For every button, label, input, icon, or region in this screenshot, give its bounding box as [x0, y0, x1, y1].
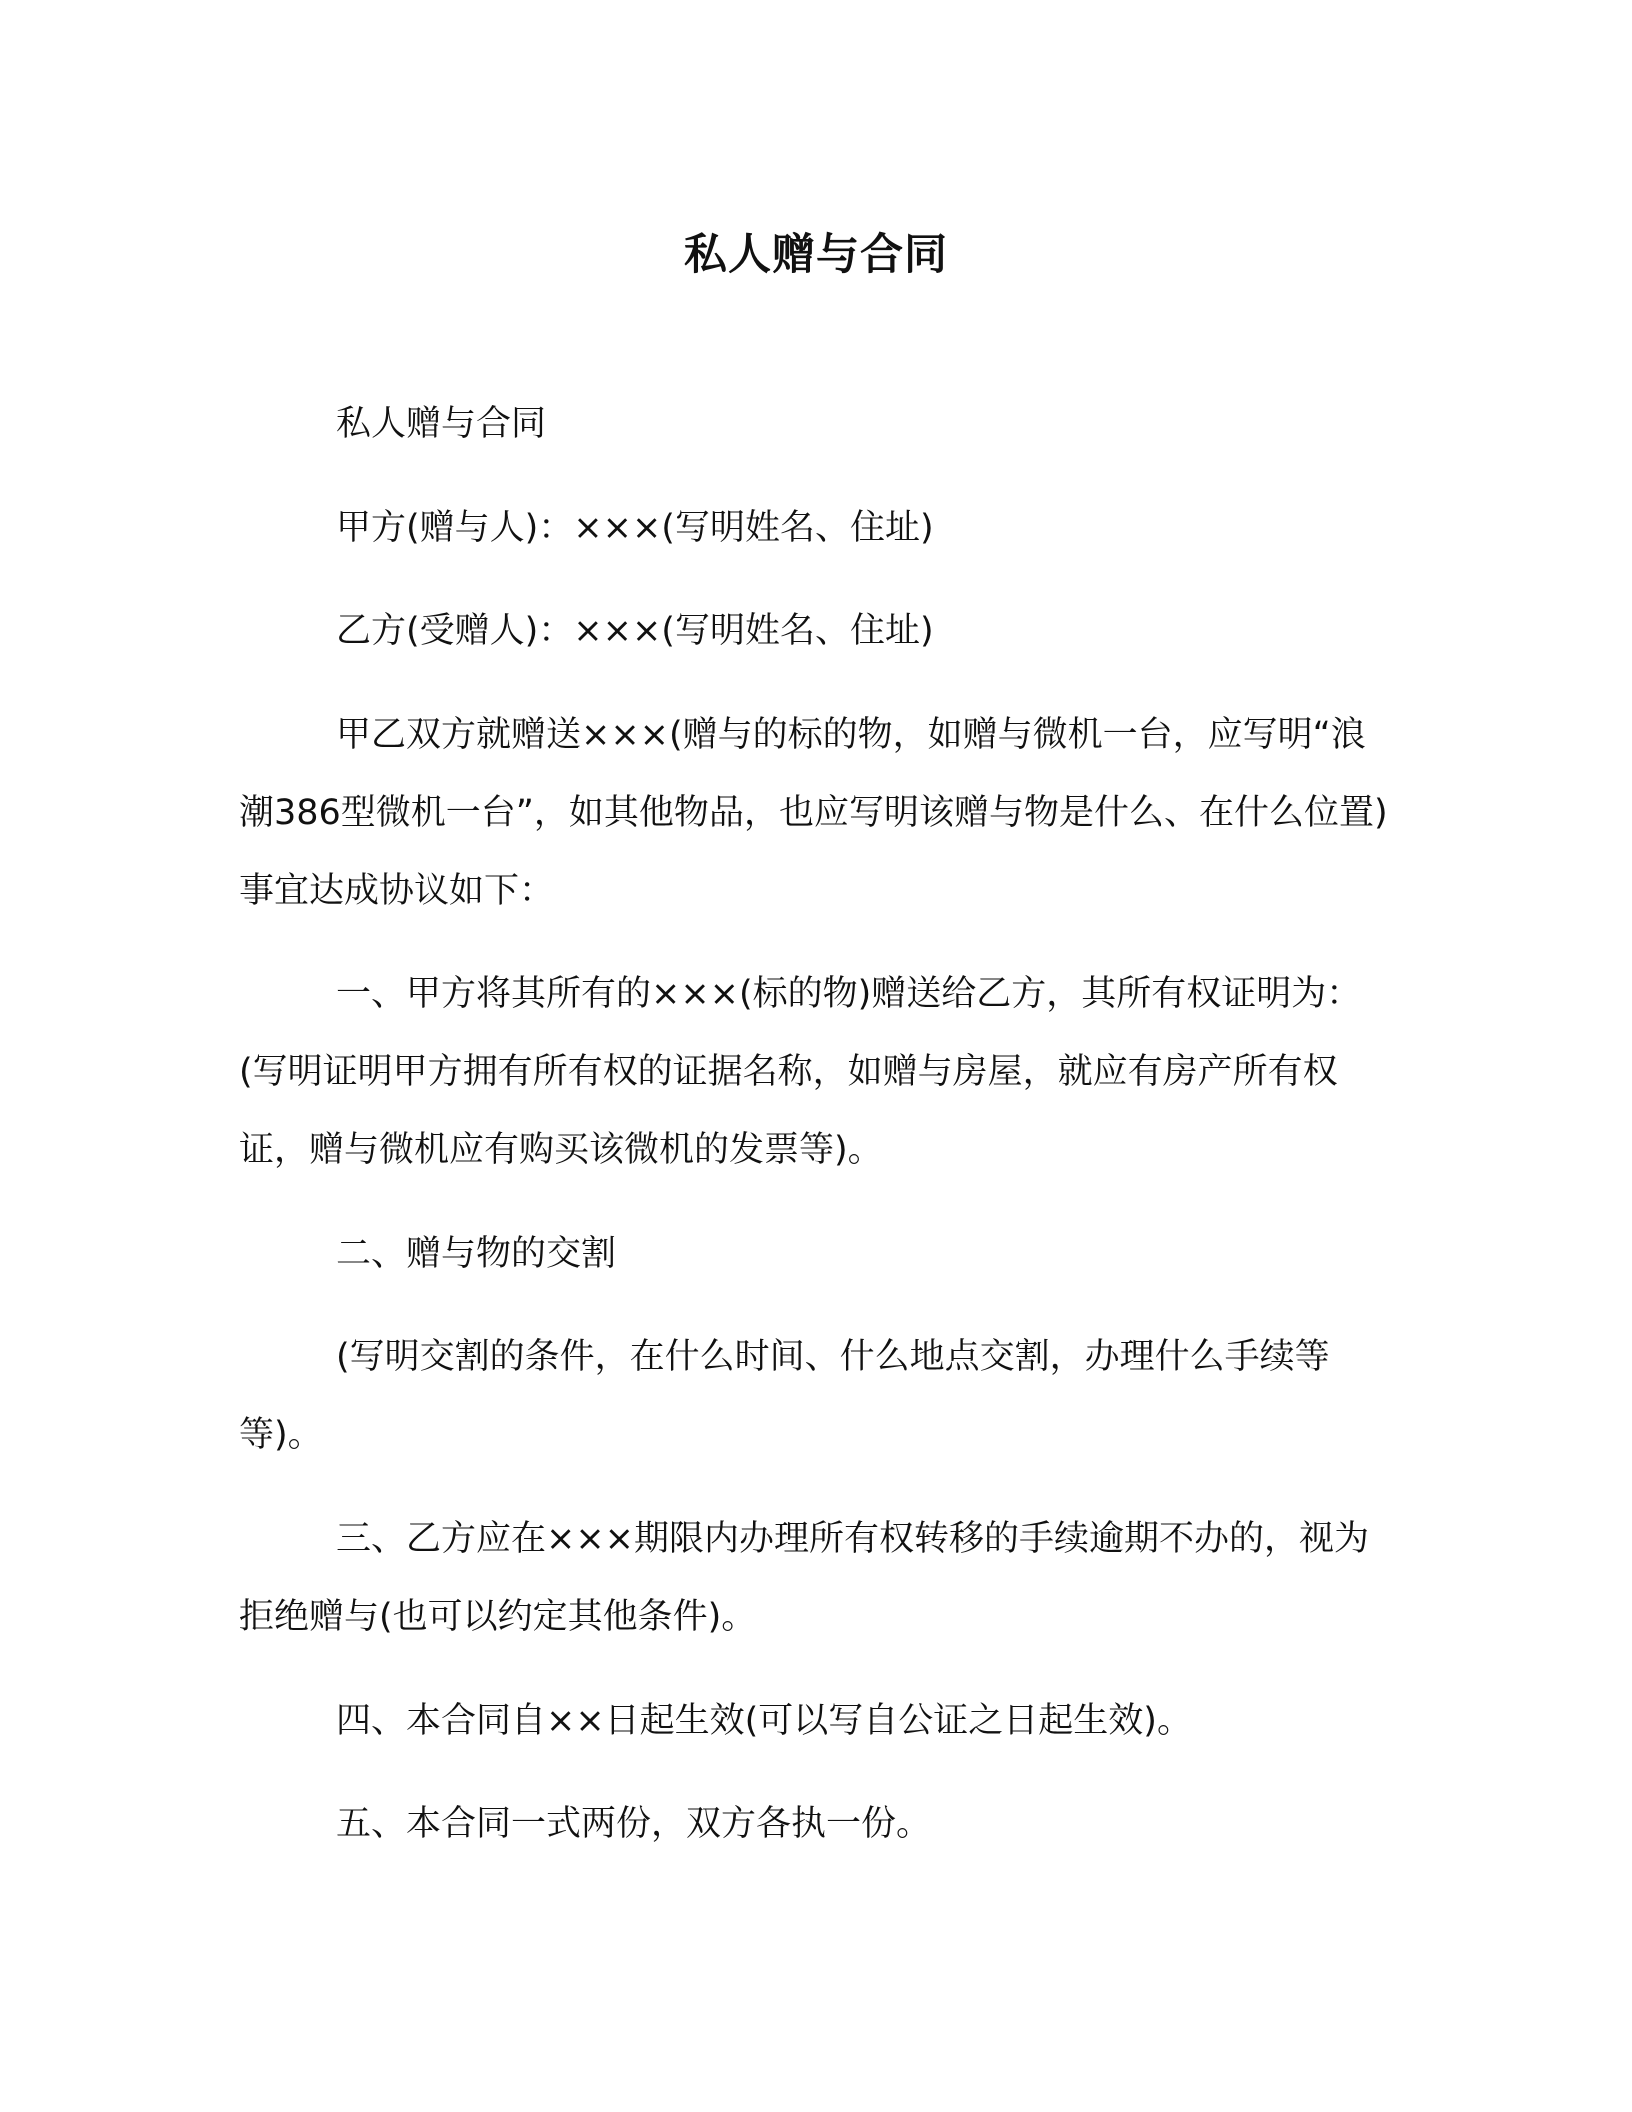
paragraph-clause-5: 五、本合同一式两份，双方各执一份。 — [336, 1804, 932, 1844]
paragraph-clause-2-body: (写明交割的条件，在什么时间、什么地点交割，办理什么手续等等)。 — [239, 1337, 1330, 1455]
document-title: 私人赠与合同 — [684, 230, 948, 280]
paragraph-clause-1: 一、甲方将其所有的×××(标的物)赠送给乙方，其所有权证明为：(写明证明甲方拥有所有权的证据名称，如赠与房屋，就应有房产所有权证，赠与微机应有购买该微机的发票等)。 — [239, 974, 1362, 1170]
paragraph-clause-3: 三、乙方应在×××期限内办理所有权转移的手续逾期不办的，视为拒绝赠与(也可以约定其他条件)。 — [239, 1519, 1369, 1637]
paragraph-party-b: 乙方(受赠人)：×××(写明姓名、住址) — [336, 611, 934, 651]
paragraph-heading: 私人赠与合同 — [336, 404, 547, 444]
paragraph-clause-4: 四、本合同自××日起生效(可以写自公证之日起生效)。 — [336, 1701, 1192, 1741]
paragraph-preamble: 甲乙双方就赠送×××(赠与的标的物，如赠与微机一台，应写明“浪潮386型微机一台”，如其他物品，也应写明该赠与物是什么、在什么位置)事宜达成协议如下： — [239, 715, 1388, 911]
paragraph-party-a: 甲方(赠与人)：×××(写明姓名、住址) — [336, 508, 934, 548]
paragraph-clause-2-title: 二、赠与物的交割 — [336, 1234, 617, 1274]
